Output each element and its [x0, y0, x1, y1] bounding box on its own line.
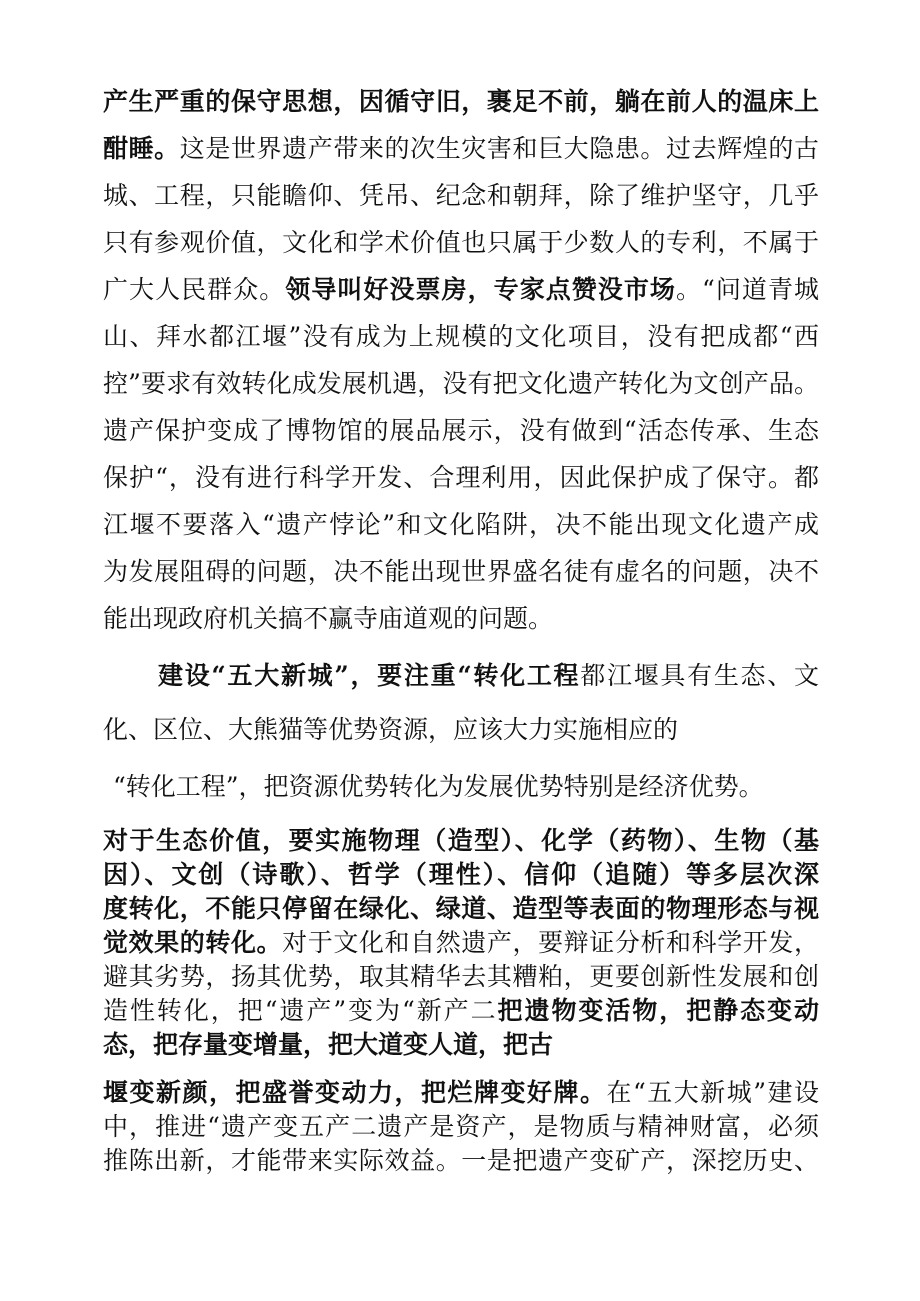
body-text: 能出现政府机关搞不赢寺庙道观的问题。: [103, 604, 554, 633]
body-line: [103, 894, 819, 924]
body-line: [103, 87, 819, 117]
body-text: 城、工程，只能瞻仰、凭吊、纪念和朝拜，除了维护坚守，几乎: [103, 181, 819, 210]
body-line: [113, 772, 764, 802]
body-text: 造性转化，把“遗产”变为“新产二: [103, 996, 498, 1025]
body-text: 山、拜水都江堰”没有成为上规模的文化项目，没有把成都“西: [103, 322, 819, 351]
body-text: 。“问道青城: [675, 275, 819, 304]
body-line: [103, 181, 819, 211]
bold-text: 对于生态价值，要实施物理（造型）、化学（药物）、生物（基: [103, 826, 819, 855]
body-line: [103, 715, 678, 745]
body-line: [103, 826, 819, 856]
body-text: 控”要求有效转化成发展机遇，没有把文化遗产转化为文创产品。: [103, 369, 819, 398]
bold-text: 领导叫好没票房，专家点赞没市场: [285, 275, 676, 304]
body-text: 江堰不要落入“遗产悖论”和文化陷阱，决不能出现文化遗产成: [103, 510, 819, 539]
body-text: 推陈出新，才能带来实际效益。一是把遗产变矿产，深挖历史、: [103, 1146, 819, 1175]
bold-text: 产生严重的保守思想，因循守旧，裹足不前，躺在前人的温床上: [103, 87, 819, 116]
body-line: [103, 962, 819, 992]
body-line: [103, 860, 819, 890]
body-text: 遗产保护变成了博物馆的展品展示，没有做到“活态传承、生态: [103, 416, 819, 445]
body-line: [103, 510, 819, 540]
bold-text: 酣睡。: [103, 134, 180, 163]
body-line: [103, 275, 819, 305]
bold-text: 态，把存量变增量，把大道变人道，把古: [103, 1030, 554, 1059]
body-text: 对于文化和自然遗产，要辩证分析和科学开发，: [282, 928, 819, 957]
bold-text: 建设“五大新城”，要注重“转化工程: [158, 661, 581, 690]
bold-text: 度转化，不能只停留在绿化、绿道、造型等表面的物理形态与视: [103, 894, 819, 923]
body-text: 都江堰具有生态、文: [580, 661, 819, 690]
body-line: [103, 996, 819, 1026]
body-text: 这是世界遗产带来的次生灾害和巨大隐患。过去辉煌的古: [179, 134, 819, 163]
body-line: [103, 416, 819, 446]
body-line: [103, 322, 819, 352]
body-text: 避其劣势，扬其优势，取其精华去其糟粕，更要创新性发展和创: [103, 962, 819, 991]
body-text: “转化工程”，把资源优势转化为发展优势特别是经济优势。: [113, 772, 764, 801]
bold-text: 把遗物变活物，把静态变动: [497, 996, 819, 1025]
body-text: 广大人民群众。: [103, 275, 286, 304]
body-line: [103, 1112, 819, 1142]
paragraph-first-line: [158, 661, 819, 691]
body-text: 为发展阻碍的问题，决不能出现世界盛名徒有虚名的问题，决不: [103, 557, 819, 586]
body-text: 在“五大新城”建设: [606, 1078, 819, 1107]
body-text: 只有参观价值，文化和学术价值也只属于少数人的专利，不属于: [103, 228, 819, 257]
body-line: [103, 463, 819, 493]
body-text: 保护“，没有进行科学开发、合理利用，因此保护成了保守。都: [103, 463, 819, 492]
body-line: [103, 1030, 553, 1060]
bold-text: 因）、文创（诗歌）、哲学（理性）、信仰（追随）等多层次深: [103, 860, 819, 889]
body-line: [103, 228, 819, 258]
body-line: [103, 1078, 819, 1108]
body-line: [103, 369, 819, 399]
bold-text: 堰变新颜，把盛誉变动力，把烂牌变好牌。: [103, 1078, 607, 1107]
body-line: [103, 928, 819, 958]
body-text: 中，推进“遗产变五产二遗产是资产，是物质与精神财富，必须: [103, 1112, 819, 1141]
body-line: [103, 604, 553, 634]
body-line: [103, 1146, 819, 1176]
bold-text: 觉效果的转化。: [103, 928, 283, 957]
body-text: 化、区位、大熊猫等优势资源，应该大力实施相应的: [103, 715, 679, 744]
body-line: [103, 134, 819, 164]
body-line: [103, 557, 819, 587]
